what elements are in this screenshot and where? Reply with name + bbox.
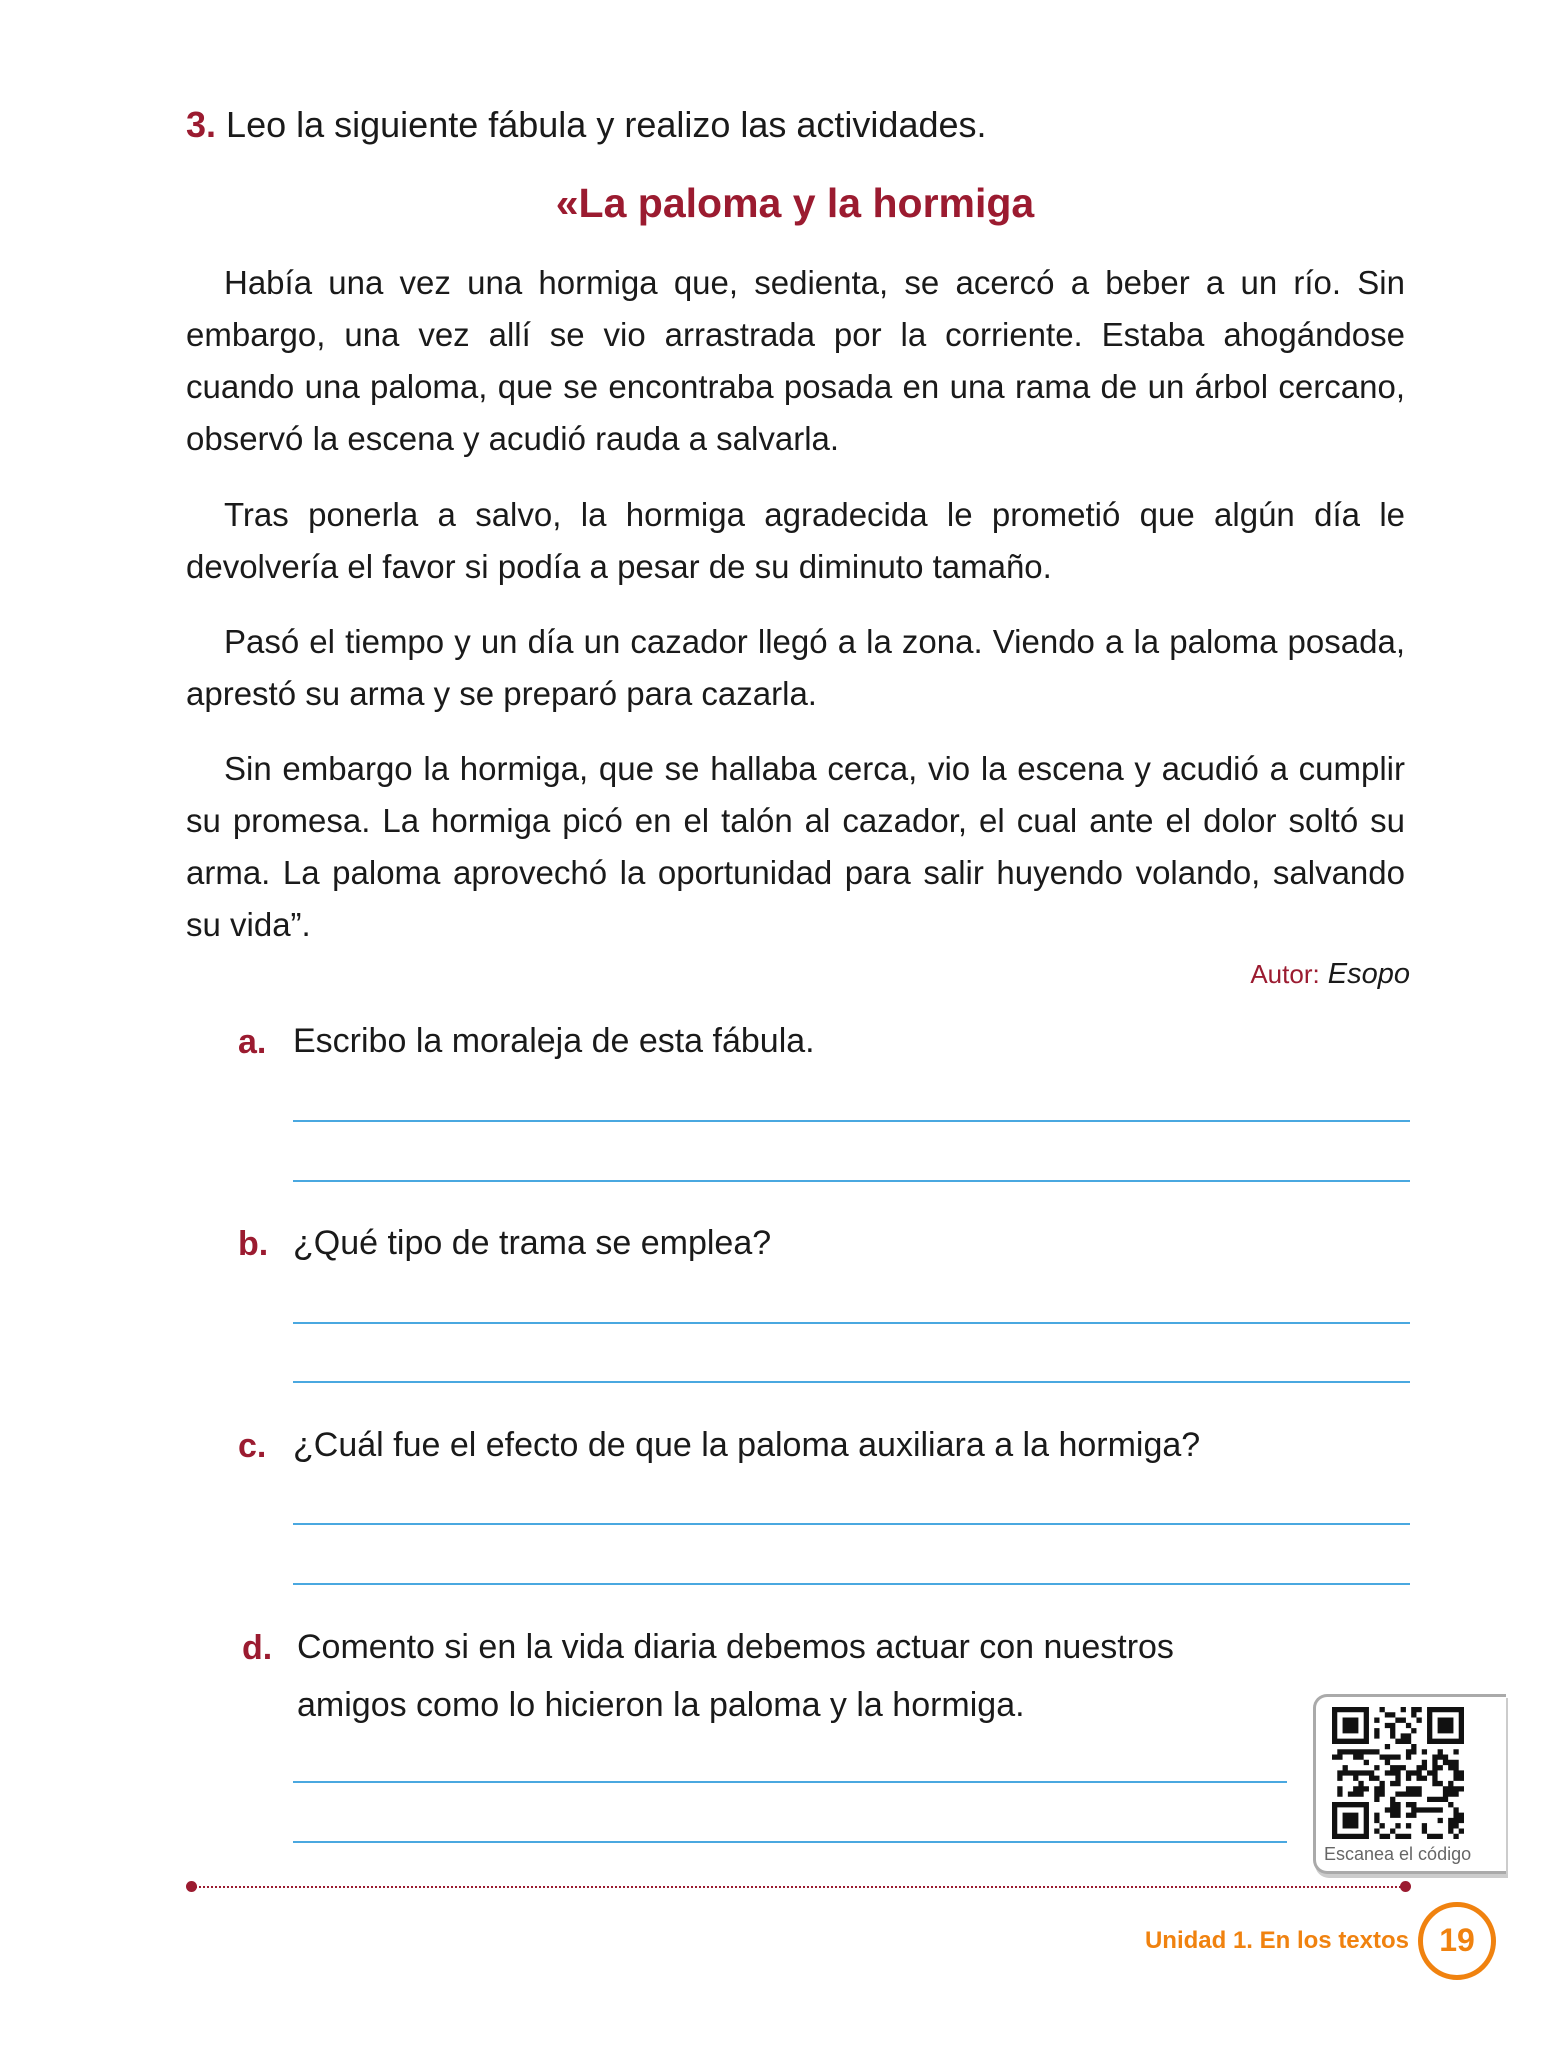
qr-modules: [1332, 1707, 1464, 1839]
qr-code-icon: [1330, 1707, 1466, 1839]
instruction: [186, 104, 987, 146]
page-number: 19: [1418, 1902, 1496, 1980]
question-letter: d.: [242, 1629, 273, 1667]
divider-dot: [1400, 1881, 1411, 1892]
divider-dot: [186, 1881, 197, 1892]
fable-paragraph: Sin embargo la hormiga, que se hallaba cerca, vio la escena y acudió a cumplir su promesa. La hormiga picó en el talón al cazador, el cual ante el dolor soltó su arma. La paloma aprovechó la oportunidad para salir huyendo volando, salvando su vida”.: [186, 750, 1405, 943]
author: [1250, 958, 1410, 991]
author-label: Autor:: [1250, 959, 1320, 989]
question-text: ¿Qué tipo de trama se emplea?: [293, 1224, 772, 1262]
answer-line[interactable]: [293, 1322, 1410, 1324]
fable-paragraph: Pasó el tiempo y un día un cazador llegó a la zona. Viendo a la paloma posada, aprestó su arma y se preparó para cazarla.: [186, 623, 1405, 712]
author-name: Esopo: [1327, 958, 1410, 990]
answer-line[interactable]: [293, 1841, 1287, 1843]
qr-caption: Escanea el código: [1324, 1844, 1472, 1864]
answer-line[interactable]: [293, 1381, 1410, 1383]
question-text-line2: amigos como lo hicieron la paloma y la hormiga.: [297, 1686, 1025, 1724]
answer-line[interactable]: [293, 1523, 1410, 1525]
question-text-line1: Comento si en la vida diaria debemos actuar con nuestros: [297, 1628, 1174, 1666]
instruction-text: Leo la siguiente fábula y realizo las actividades.: [226, 104, 987, 145]
question-letter: b.: [238, 1225, 269, 1263]
fable-paragraph: Había una vez una hormiga que, sedienta, se acercó a beber a un río. Sin embargo, una vez allí se vio arrastrada por la corriente. Estaba ahogándose cuando una paloma, que se encontraba posada en una rama de un árbol cercano, observó la escena y acudió rauda a salvarla.: [186, 264, 1405, 457]
answer-line[interactable]: [293, 1583, 1410, 1585]
answer-line[interactable]: [293, 1781, 1287, 1783]
qr-box[interactable]: [1313, 1694, 1506, 1874]
fable-title: «La paloma y la hormiga: [555, 180, 1035, 226]
fable-paragraph: Tras ponerla a salvo, la hormiga agradecida le prometió que algún día le devolvería el favor si podía a pesar de su diminuto tamaño.: [186, 496, 1405, 585]
question-letter: a.: [238, 1023, 267, 1061]
question-text: Escribo la moraleja de esta fábula.: [293, 1022, 815, 1060]
question-letter: c.: [238, 1427, 267, 1465]
instruction-number: 3.: [186, 104, 217, 145]
answer-line[interactable]: [293, 1120, 1410, 1122]
question-text: ¿Cuál fue el efecto de que la paloma auxiliara a la hormiga?: [293, 1426, 1201, 1464]
answer-line[interactable]: [293, 1180, 1410, 1182]
divider: [190, 1886, 1405, 1888]
footer-unit: Unidad 1. En los textos: [1144, 1927, 1409, 1954]
